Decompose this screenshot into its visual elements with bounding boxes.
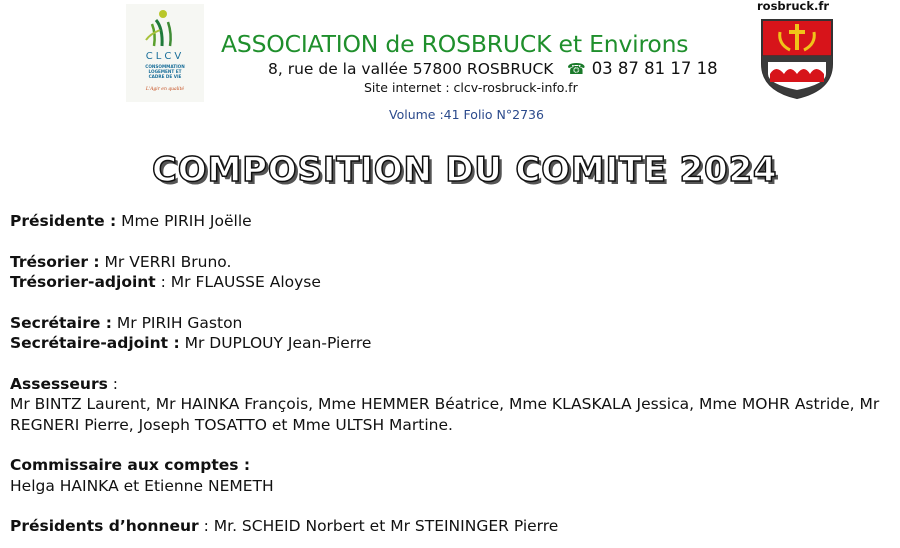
commissaire-value: Helga HAINKA et Etienne NEMETH	[10, 476, 274, 495]
honneur-label: Présidents d’honneur	[10, 517, 199, 535]
telephone-icon: ☎	[567, 60, 586, 78]
commissaire-label: Commissaire aux comptes :	[10, 456, 251, 474]
assesseurs-value: Mr BINTZ Laurent, Mr HAINKA François, Mme HEMMER Béatrice, Mme KLASKALA Jessica, Mme MOHR Astride, Mr REGNERI Pierre, Joseph TOSATTO et Mme ULTSH Martine.	[10, 395, 880, 434]
organization-address: 8, rue de la vallée 57800 ROSBRUCK	[268, 60, 554, 78]
honneur-value: : Mr. SCHEID Norbert et Mr STEININGER Pierre	[198, 517, 559, 535]
svg-text:CONSOMMATION: CONSOMMATION	[145, 64, 185, 69]
presidente-label: Présidente :	[10, 212, 117, 230]
tresorier-adjoint-label: Trésorier-adjoint	[10, 273, 156, 291]
assesseurs-heading	[10, 374, 890, 395]
secretaire-adjoint-label: Secrétaire-adjoint :	[10, 334, 180, 352]
organization-name: ASSOCIATION de ROSBRUCK et Environs	[221, 30, 689, 58]
tresorier-label: Trésorier :	[10, 252, 100, 271]
secretaire-adjoint-row	[10, 333, 890, 354]
svg-text:L'Agir en qualité: L'Agir en qualité	[145, 87, 185, 92]
committee-list	[10, 211, 890, 537]
volume-folio-reference: Volume :41 Folio N°2736	[389, 107, 544, 122]
tresorier-value: Mr VERRI Bruno.	[99, 252, 232, 271]
site-domain-label: rosbruck.fr	[757, 0, 830, 13]
secretaire-adjoint-value: Mr DUPLOUY Jean-Pierre	[179, 334, 372, 352]
coat-of-arms-icon	[758, 18, 836, 100]
tresorier-adjoint-row	[10, 272, 890, 293]
secretaire-label: Secrétaire :	[10, 313, 112, 332]
assesseurs-suffix: :	[107, 374, 118, 393]
secretaire-value: Mr PIRIH Gaston	[111, 313, 243, 332]
assesseurs-label: Assesseurs	[10, 374, 108, 393]
svg-text:LOGEMENT ET: LOGEMENT ET	[148, 69, 182, 74]
page-title: COMPOSITION DU COMITE 2024	[152, 150, 778, 190]
secretaire-row	[10, 313, 890, 334]
tresorier-adjoint-value: : Mr FLAUSSE Aloyse	[155, 273, 321, 291]
svg-text:CADRE DE VIE: CADRE DE VIE	[148, 74, 182, 79]
commissaire-heading	[10, 455, 890, 476]
organization-phone	[567, 59, 718, 78]
tresorier-row	[10, 252, 890, 273]
presidente-value: Mme PIRIH Joëlle	[116, 212, 252, 230]
phone-number: 03 87 81 17 18	[591, 59, 718, 78]
honneur-row	[10, 516, 890, 537]
presidente-row	[10, 211, 890, 232]
organization-website: Site internet : clcv-rosbruck-info.fr	[364, 80, 578, 95]
svg-text:CLCV: CLCV	[145, 51, 185, 62]
clcv-logo	[126, 4, 204, 102]
